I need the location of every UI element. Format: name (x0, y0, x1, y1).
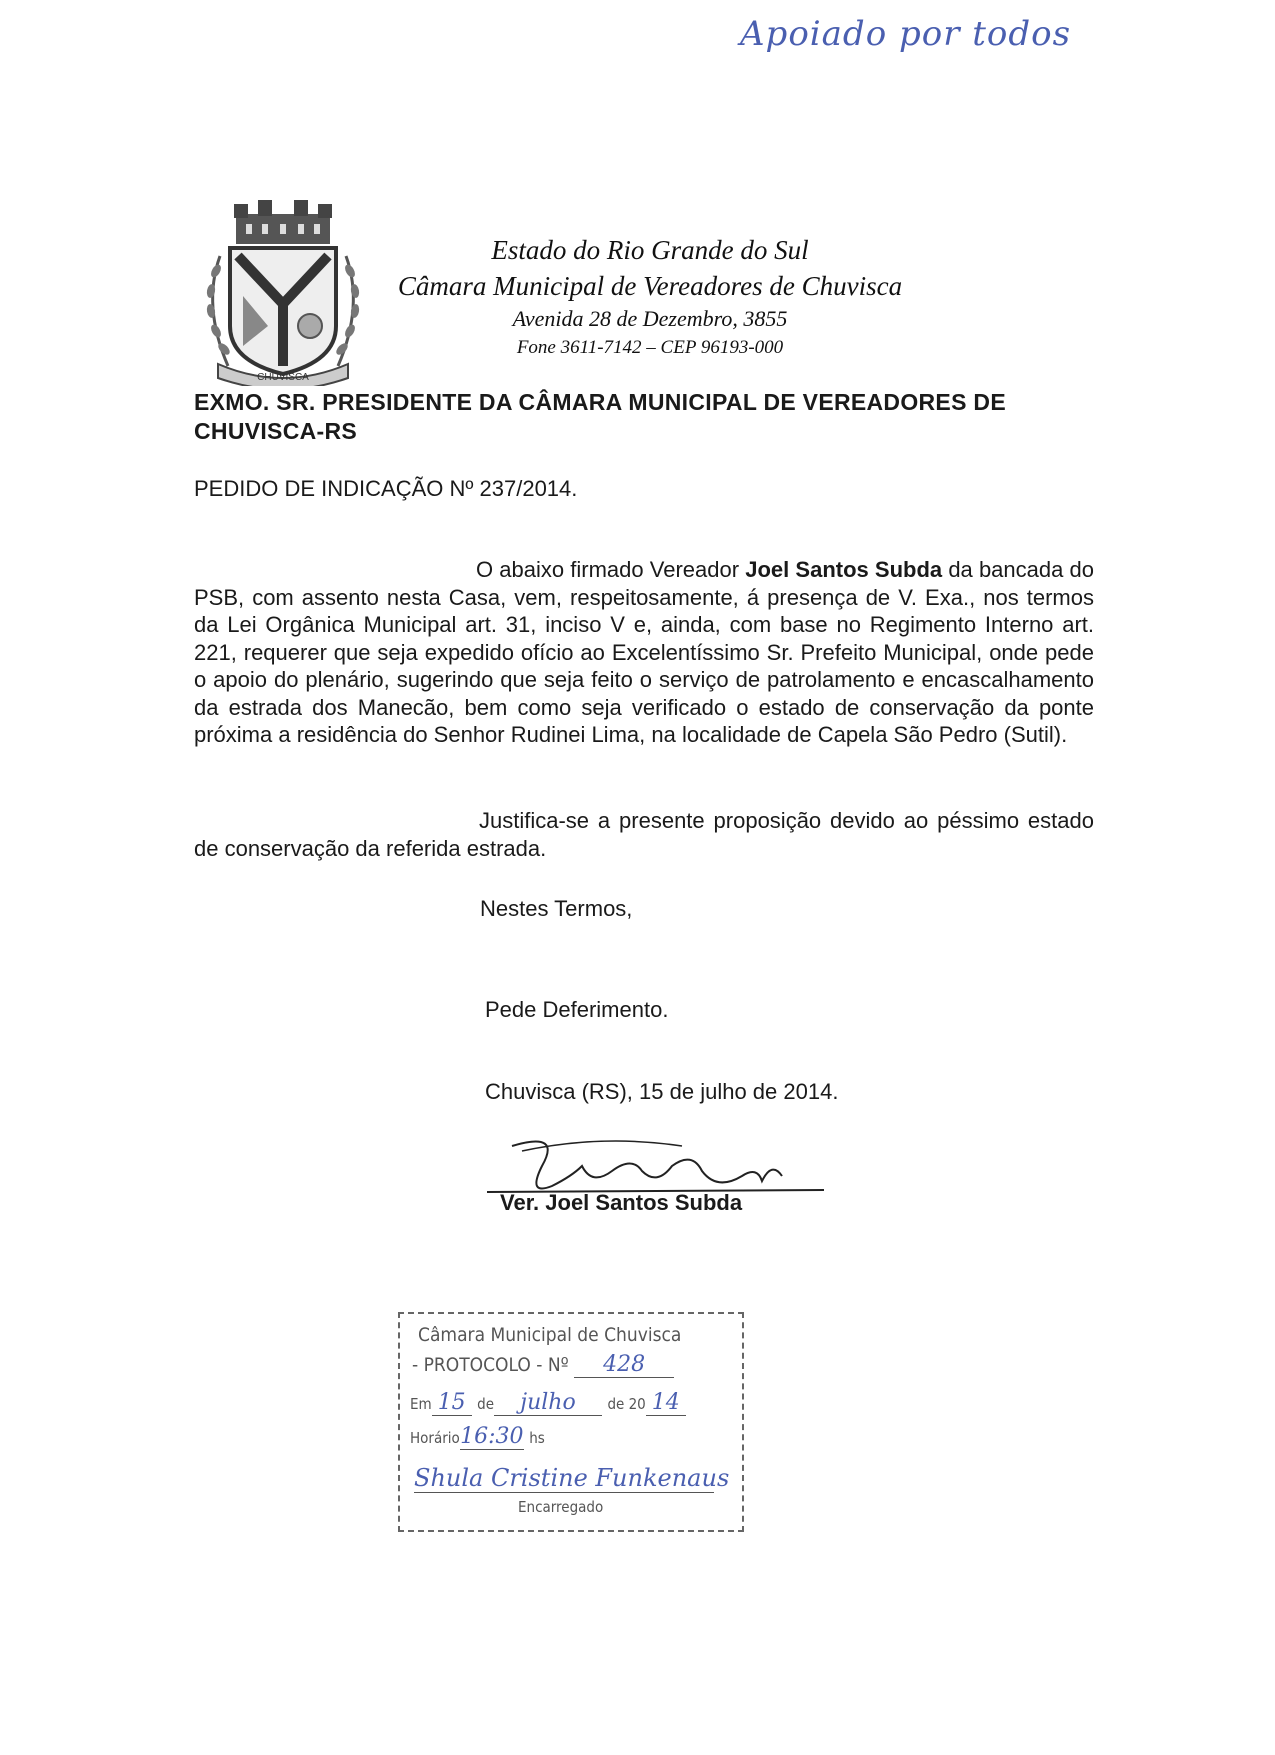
signer-name: Ver. Joel Santos Subda (500, 1190, 743, 1215)
stamp-role: Encarregado (518, 1498, 604, 1516)
stamp-protocol-number: 428 (574, 1352, 674, 1378)
stamp-year: 14 (646, 1390, 686, 1416)
protocol-stamp (398, 1312, 744, 1532)
closing-request: Pede Deferimento. (485, 997, 669, 1022)
stamp-title: Câmara Municipal de Chuvisca (418, 1324, 682, 1346)
stamp-month: julho (494, 1390, 602, 1416)
letterhead (370, 232, 930, 362)
body-paragraph-1 (194, 556, 1094, 749)
addressee: EXMO. SR. PRESIDENTE DA CÂMARA MUNICIPAL DE VEREADORES DE CHUVISCA-RS (194, 389, 1006, 444)
stamp-time: 16:30 (460, 1424, 524, 1449)
councilor-name: Joel Santos Subda (745, 557, 943, 582)
letterhead-address: Avenida 28 de Dezembro, 3855 (512, 306, 788, 331)
stamp-signature: Shula Cristine Funkenaus (414, 1464, 730, 1492)
crest-banner-text: CHUVISCA (257, 372, 309, 383)
letterhead-contact: Fone 3611-7142 – CEP 96193-000 (516, 337, 784, 358)
closing-place-date: Chuvisca (RS), 15 de julho de 2014. (485, 1079, 839, 1104)
request-number: PEDIDO DE INDICAÇÃO Nº 237/2014. (194, 476, 578, 501)
stamp-time-label: Horário (410, 1429, 460, 1447)
body-p1-start: O abaixo firmado Vereador (476, 557, 746, 582)
letterhead-chamber: Câmara Municipal de Vereadores de Chuvisca (397, 271, 903, 301)
body-paragraph-2: Justifica-se a presente proposição devido ao péssimo estado de conservação da referida estrada. (194, 808, 1094, 861)
stamp-hs-label: hs (529, 1429, 545, 1447)
stamp-de-label: de (477, 1395, 494, 1413)
stamp-day: 15 (432, 1390, 472, 1416)
stamp-signature-row (414, 1464, 730, 1493)
handwritten-note: Apoiado por todos (740, 14, 1072, 54)
stamp-protocol-row (412, 1352, 674, 1378)
municipal-crest-icon (198, 196, 368, 386)
stamp-time-row (410, 1424, 545, 1450)
stamp-date-row (410, 1390, 686, 1416)
stamp-year-label: de 20 (607, 1395, 646, 1413)
stamp-protocol-label: - PROTOCOLO - Nº (412, 1354, 569, 1376)
closing-terms: Nestes Termos, (480, 896, 633, 921)
letterhead-state: Estado do Rio Grande do Sul (491, 235, 809, 265)
stamp-em-label: Em (410, 1395, 432, 1413)
body-p1-rest: da bancada do PSB, com assento nesta Casa, vem, respeitosamente, á presença de V. Exa., nos termos da Lei Orgânica Municipal art. 31, inciso V e, ainda, com base no Regimento Interno art. 221, requerer que seja expedido ofício ao Excelentíssimo Sr. Prefeito Municipal, onde pede o apoio do plenário, sugerindo que seja feito o serviço de patrolamento e encascalhamento da estrada dos Manecão, bem como seja verificado o estado de conservação da ponte próxima a residência do Senhor Rudinei Lima, na localidade de Capela São Pedro (Sutil). (194, 557, 1094, 747)
